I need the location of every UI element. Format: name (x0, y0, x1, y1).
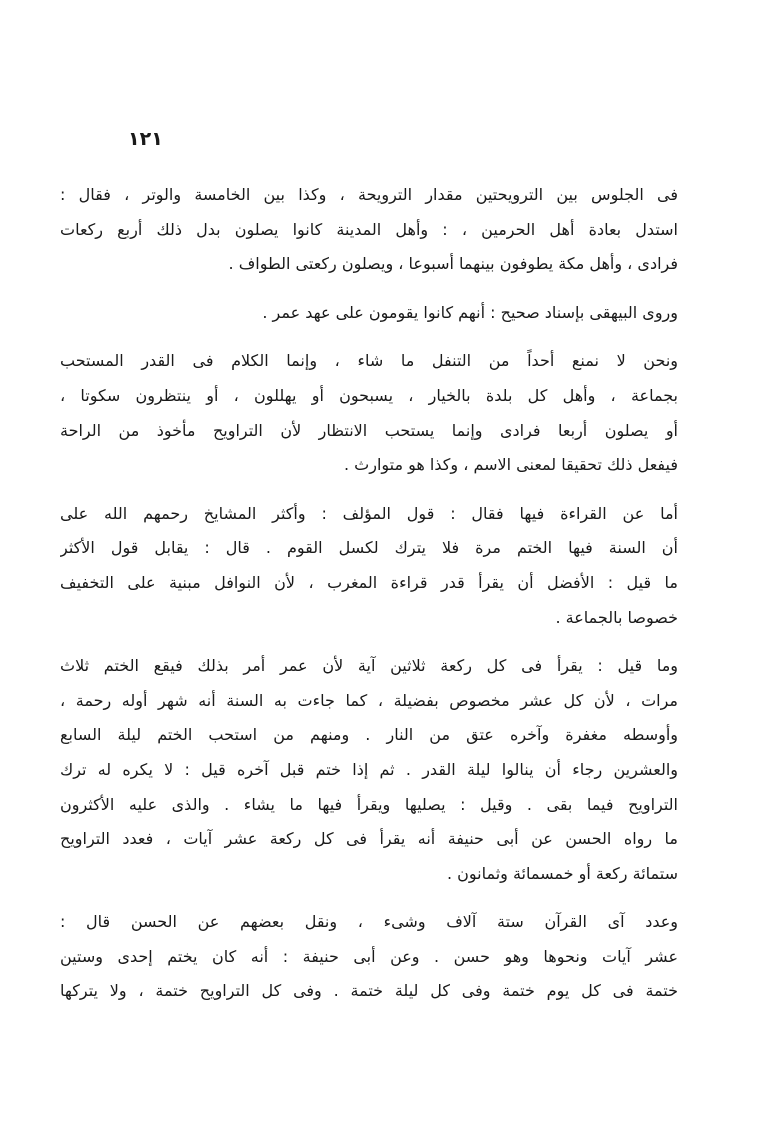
text-line: وروى البيهقى بإسناد صحيح : أنهم كانوا يقومون على عهد عمر . (262, 302, 678, 322)
text-line: فيفعل ذلك تحقيقا لمعنى الاسم ، وكذا هو متوارث . (343, 455, 678, 475)
page-number: ١٢١ (128, 128, 163, 150)
body-text (60, 178, 678, 1009)
text-line: ما رواه الحسن عن أبى حنيفة أنه يقرأ فى كل ركعة عشر آيات ، فعدد التراويح (60, 829, 678, 849)
text-line: ما قيل : الأفضل أن يقرأ قدر قراءة المغرب ، لأن النوافل مبنية على التخفيف (60, 572, 678, 592)
paragraph (60, 497, 678, 635)
text-line: أما عن القراءة فيها فقال : قول المؤلف : وأكثر المشايخ رحمهم الله على (60, 503, 678, 523)
paragraph (60, 296, 678, 331)
text-line: أو يصلون أربعا فرادى وإنما يستحب الانتظار لأن التراويح مأخوذ من الراحة (60, 420, 678, 440)
text-line: وعدد آى القرآن ستة آلاف وشىء ، ونقل بعضهم عن الحسن قال : (60, 912, 678, 932)
text-line: ختمة فى كل يوم ختمة وفى كل ليلة ختمة . وفى كل التراويح ختمة ، ولا يتركها (60, 981, 678, 1001)
text-line: خصوصا بالجماعة . (555, 607, 678, 627)
paragraph (60, 649, 678, 891)
text-line: مرات ، لأن كل عشر مخصوص بفضيلة ، كما جاءت به السنة أنه شهر أوله رحمة ، (60, 690, 678, 710)
text-line: بجماعة ، وأهل كل بلدة بالخيار ، يسبحون أو يهللون ، أو ينتظرون سكوتا ، (60, 385, 678, 405)
text-line: أن السنة فيها الختم مرة فلا يترك لكسل القوم . قال : يقابل قول الأكثر (60, 538, 678, 558)
text-line: وأوسطه مغفرة وآخره عتق من النار . ومنهم من استحب الختم ليلة السابع (60, 725, 678, 745)
paragraph (60, 905, 678, 1009)
text-line: وما قيل : يقرأ فى كل ركعة ثلاثين آية لأن عمر أمر بذلك فيقع الختم ثلاث (60, 656, 678, 676)
text-line: والعشرين رجاء أن ينالوا ليلة القدر . ثم إذا ختم قبل آخره قيل : لا يكره له ترك (60, 759, 678, 779)
text-line: ستمائة ركعة أو خمسمائة وثمانون . (446, 863, 678, 883)
text-line: فى الجلوس بين الترويحتين مقدار الترويحة ، وكذا بين الخامسة والوتر ، فقال : (60, 185, 678, 204)
text-line: التراويح فيما بقى . وقيل : يصليها ويقرأ فيها ما يشاء . والذى عليه الأكثرون (60, 794, 678, 814)
text-line: استدل بعادة أهل الحرمين ، : وأهل المدينة كانوا يصلون بدل ذلك أربع ركعات (60, 219, 678, 239)
paragraph (60, 178, 678, 282)
text-line: عشر آيات ونحوها وهو حسن . وعن أبى حنيفة : أنه كان يختم إحدى وستين (60, 946, 678, 966)
paragraph (60, 344, 678, 482)
text-line: فرادى ، وأهل مكة يطوفون بينهما أسبوعا ، ويصلون ركعتى الطواف . (228, 254, 678, 274)
text-line: ونحن لا نمنع أحداً من التنفل ما شاء ، وإنما الكلام فى القدر المستحب (60, 351, 678, 371)
